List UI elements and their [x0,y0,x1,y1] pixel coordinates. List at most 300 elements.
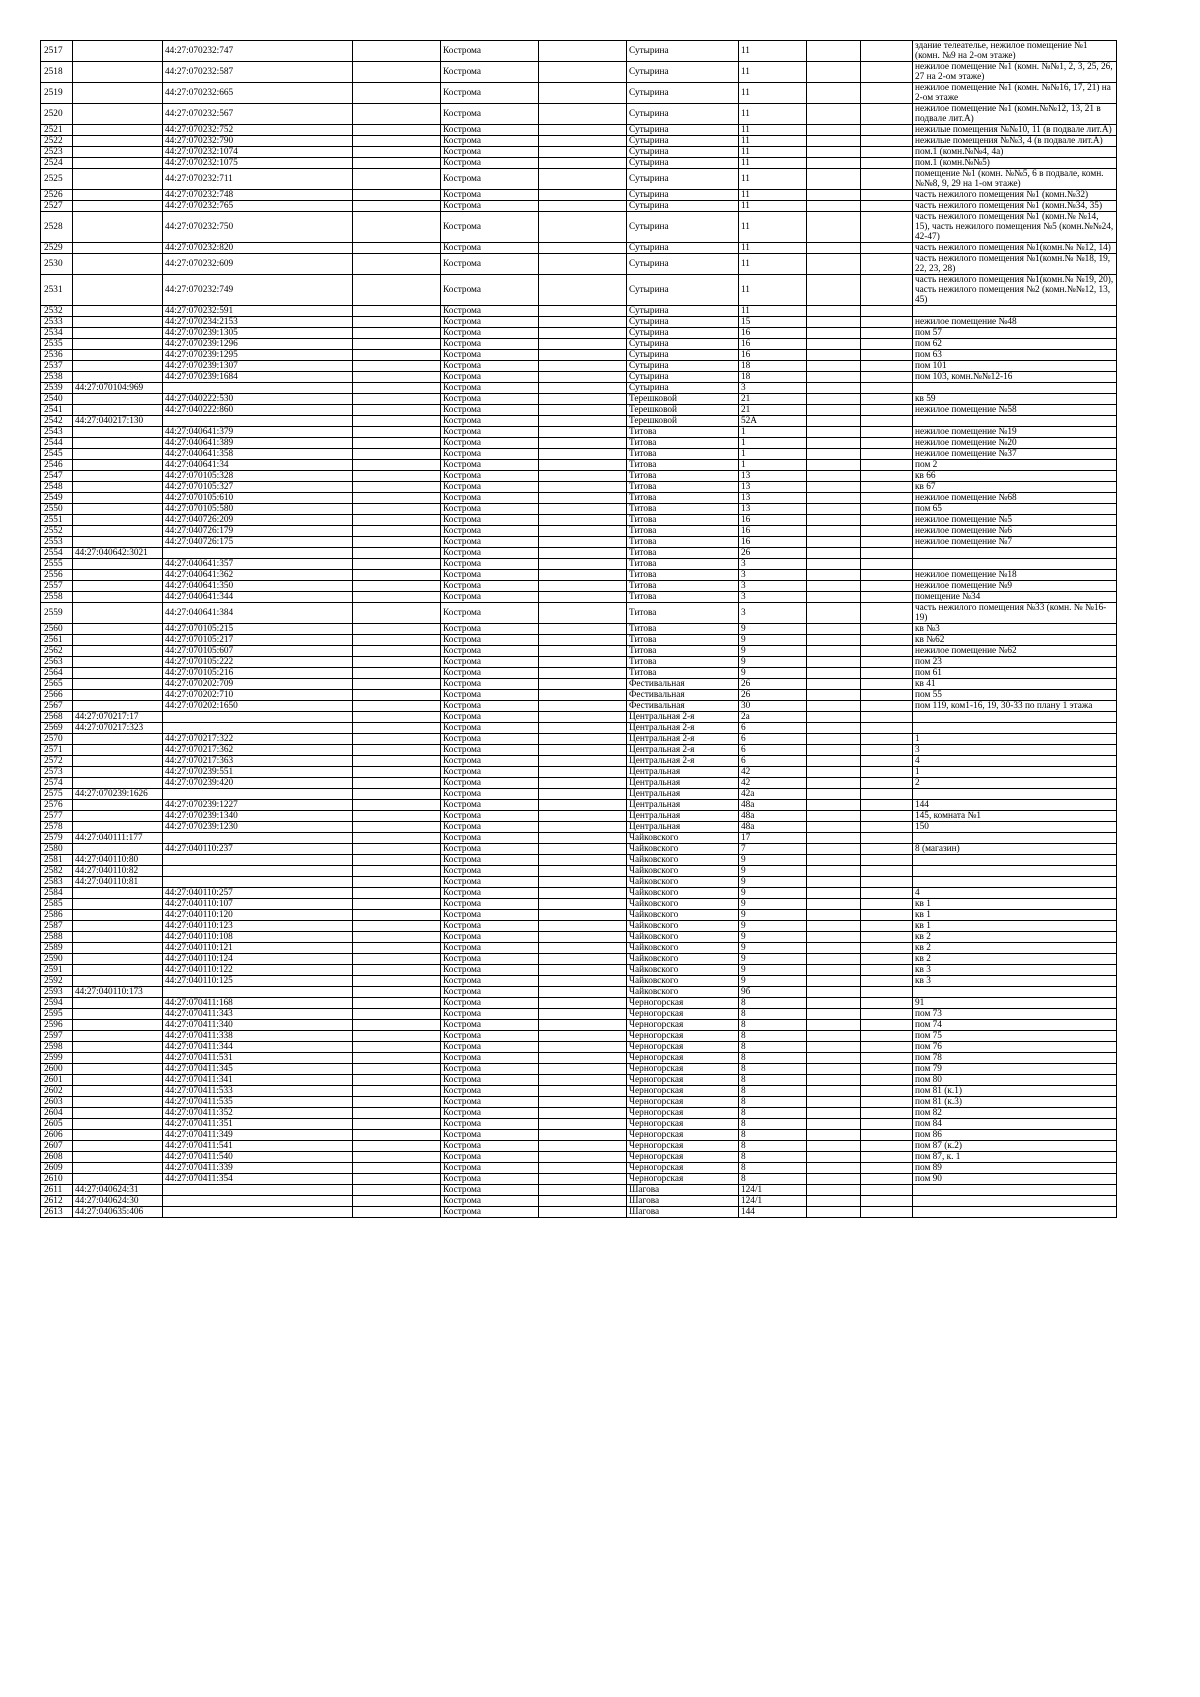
empty-cell [539,254,627,275]
city-cell: Кострома [441,1053,539,1064]
empty-cell [539,822,627,833]
land-cadastral-number-cell [73,243,163,254]
row-number-cell: 2540 [41,394,73,405]
empty-cell [539,998,627,1009]
land-cadastral-number-cell: 44:27:040110:81 [73,877,163,888]
premises-description-cell: кв 1 [913,921,1117,932]
street-cell: Титова [627,427,739,438]
empty-cell [539,921,627,932]
empty-cell [807,998,861,1009]
row-number-cell: 2578 [41,822,73,833]
premises-description-cell: пом 119, ком1-16, 19, 30-33 по плану 1 этажа [913,701,1117,712]
city-cell: Кострома [441,570,539,581]
street-cell: Чайковского [627,987,739,998]
land-cadastral-number-cell [73,581,163,592]
empty-cell [353,800,441,811]
city-cell: Кострома [441,350,539,361]
house-number-cell: 124/1 [739,1185,807,1196]
premises-description-cell: кв 41 [913,679,1117,690]
empty-cell [353,361,441,372]
empty-cell [807,62,861,83]
street-cell: Центральная 2-я [627,723,739,734]
street-cell: Чайковского [627,833,739,844]
empty-cell [353,1163,441,1174]
street-cell: Чайковского [627,899,739,910]
street-cell: Сутырина [627,201,739,212]
empty-cell [539,104,627,125]
house-number-cell: 52А [739,416,807,427]
row-number-cell: 2579 [41,833,73,844]
land-cadastral-number-cell [73,1031,163,1042]
table-row [41,515,1117,526]
empty-cell [807,767,861,778]
city-cell: Кострома [441,910,539,921]
city-cell: Кострома [441,734,539,745]
street-cell: Сутырина [627,372,739,383]
empty-cell [353,243,441,254]
premises-cadastral-number-cell [163,789,353,800]
house-number-cell: 8 [739,1031,807,1042]
premises-cadastral-number-cell: 44:27:070105:222 [163,657,353,668]
street-cell: Сутырина [627,125,739,136]
empty-cell [539,275,627,306]
empty-cell [353,1020,441,1031]
empty-cell [539,712,627,723]
row-number-cell: 2595 [41,1009,73,1020]
empty-cell [539,701,627,712]
premises-cadastral-number-cell: 44:27:070105:327 [163,482,353,493]
land-cadastral-number-cell [73,603,163,624]
empty-cell [861,1075,913,1086]
table-row [41,844,1117,855]
premises-description-cell: пом.1 (комн.№№5) [913,158,1117,169]
premises-cadastral-number-cell: 44:27:070105:217 [163,635,353,646]
table-row [41,361,1117,372]
empty-cell [807,104,861,125]
empty-cell [539,1097,627,1108]
empty-cell [861,394,913,405]
empty-cell [539,201,627,212]
table-row [41,1185,1117,1196]
street-cell: Центральная [627,811,739,822]
street-cell: Центральная [627,778,739,789]
house-number-cell: 8 [739,1130,807,1141]
premises-cadastral-number-cell: 44:27:070239:1684 [163,372,353,383]
land-cadastral-number-cell [73,756,163,767]
city-cell: Кострома [441,888,539,899]
row-number-cell: 2593 [41,987,73,998]
row-number-cell: 2586 [41,910,73,921]
street-cell: Черногорская [627,1031,739,1042]
city-cell: Кострома [441,416,539,427]
house-number-cell: 26 [739,690,807,701]
empty-cell [539,1196,627,1207]
empty-cell [353,778,441,789]
row-number-cell: 2588 [41,932,73,943]
premises-description-cell [913,987,1117,998]
street-cell: Титова [627,471,739,482]
house-number-cell: 9 [739,921,807,932]
table-row [41,405,1117,416]
row-number-cell: 2613 [41,1207,73,1218]
row-number-cell: 2539 [41,383,73,394]
empty-cell [807,1053,861,1064]
city-cell: Кострома [441,899,539,910]
premises-cadastral-number-cell: 44:27:070239:1340 [163,811,353,822]
empty-cell [807,690,861,701]
premises-description-cell: пом 81 (к.3) [913,1097,1117,1108]
table-row [41,712,1117,723]
land-cadastral-number-cell [73,679,163,690]
row-number-cell: 2544 [41,438,73,449]
table-row [41,201,1117,212]
empty-cell [807,822,861,833]
row-number-cell: 2609 [41,1163,73,1174]
row-number-cell: 2555 [41,559,73,570]
empty-cell [807,723,861,734]
empty-cell [807,306,861,317]
table-row [41,679,1117,690]
empty-cell [353,125,441,136]
land-cadastral-number-cell [73,745,163,756]
empty-cell [807,570,861,581]
street-cell: Черногорская [627,1020,739,1031]
row-number-cell: 2611 [41,1185,73,1196]
street-cell: Шагова [627,1196,739,1207]
empty-cell [539,734,627,745]
premises-cadastral-number-cell: 44:27:070232:609 [163,254,353,275]
land-cadastral-number-cell [73,1009,163,1020]
empty-cell [807,416,861,427]
empty-cell [539,416,627,427]
house-number-cell: 42 [739,778,807,789]
table-row [41,657,1117,668]
row-number-cell: 2597 [41,1031,73,1042]
land-cadastral-number-cell [73,690,163,701]
empty-cell [353,1075,441,1086]
table-row [41,822,1117,833]
table-row [41,537,1117,548]
empty-cell [353,581,441,592]
premises-cadastral-number-cell: 44:27:070411:344 [163,1042,353,1053]
street-cell: Титова [627,668,739,679]
empty-cell [539,212,627,243]
table-row [41,789,1117,800]
empty-cell [861,712,913,723]
house-number-cell: 11 [739,212,807,243]
empty-cell [353,526,441,537]
table-row [41,603,1117,624]
empty-cell [353,987,441,998]
house-number-cell: 3 [739,559,807,570]
empty-cell [353,394,441,405]
table-row [41,800,1117,811]
empty-cell [807,1108,861,1119]
house-number-cell: 11 [739,83,807,104]
land-cadastral-number-cell [73,767,163,778]
land-cadastral-number-cell [73,1152,163,1163]
empty-cell [353,954,441,965]
empty-cell [861,361,913,372]
empty-cell [539,767,627,778]
table-row [41,1053,1117,1064]
empty-cell [861,201,913,212]
premises-cadastral-number-cell: 44:27:040641:379 [163,427,353,438]
premises-cadastral-number-cell: 44:27:070105:215 [163,624,353,635]
city-cell: Кострома [441,427,539,438]
house-number-cell: 3 [739,581,807,592]
empty-cell [353,822,441,833]
house-number-cell: 13 [739,471,807,482]
city-cell: Кострома [441,317,539,328]
land-cadastral-number-cell [73,646,163,657]
empty-cell [807,504,861,515]
row-number-cell: 2526 [41,190,73,201]
empty-cell [807,712,861,723]
house-number-cell: 8 [739,1009,807,1020]
empty-cell [807,1097,861,1108]
premises-cadastral-number-cell: 44:27:070239:1295 [163,350,353,361]
land-cadastral-number-cell [73,1108,163,1119]
empty-cell [807,427,861,438]
empty-cell [539,1009,627,1020]
empty-cell [539,526,627,537]
table-row [41,1042,1117,1053]
city-cell: Кострома [441,254,539,275]
house-number-cell: 1 [739,449,807,460]
premises-cadastral-number-cell: 44:27:070105:216 [163,668,353,679]
street-cell: Сутырина [627,62,739,83]
empty-cell [861,789,913,800]
empty-cell [861,1141,913,1152]
empty-cell [539,877,627,888]
premises-description-cell: нежилые помещения №№10, 11 (в подвале лит.А) [913,125,1117,136]
premises-cadastral-number-cell [163,723,353,734]
row-number-cell: 2587 [41,921,73,932]
city-cell: Кострома [441,1097,539,1108]
empty-cell [353,734,441,745]
empty-cell [861,668,913,679]
premises-description-cell: пом 61 [913,668,1117,679]
empty-cell [861,275,913,306]
row-number-cell: 2521 [41,125,73,136]
empty-cell [807,41,861,62]
land-cadastral-number-cell: 44:27:070217:323 [73,723,163,734]
empty-cell [807,537,861,548]
empty-cell [353,888,441,899]
premises-description-cell: нежилое помещение №62 [913,646,1117,657]
premises-description-cell: пом 89 [913,1163,1117,1174]
land-cadastral-number-cell [73,438,163,449]
empty-cell [861,1053,913,1064]
land-cadastral-number-cell [73,932,163,943]
row-number-cell: 2598 [41,1042,73,1053]
empty-cell [807,526,861,537]
empty-cell [353,427,441,438]
table-row [41,877,1117,888]
empty-cell [353,482,441,493]
premises-cadastral-number-cell: 44:27:070232:711 [163,169,353,190]
street-cell: Черногорская [627,1064,739,1075]
city-cell: Кострома [441,158,539,169]
city-cell: Кострома [441,537,539,548]
empty-cell [539,41,627,62]
empty-cell [807,515,861,526]
premises-description-cell [913,416,1117,427]
street-cell: Титова [627,570,739,581]
street-cell: Черногорская [627,1053,739,1064]
land-cadastral-number-cell [73,635,163,646]
row-number-cell: 2553 [41,537,73,548]
premises-description-cell: нежилое помещение №48 [913,317,1117,328]
street-cell: Чайковского [627,866,739,877]
row-number-cell: 2574 [41,778,73,789]
empty-cell [539,965,627,976]
empty-cell [539,383,627,394]
street-cell: Черногорская [627,1108,739,1119]
land-cadastral-number-cell [73,493,163,504]
land-cadastral-number-cell: 44:27:040624:30 [73,1196,163,1207]
premises-description-cell: кв 66 [913,471,1117,482]
table-row [41,1152,1117,1163]
premises-description-cell: часть нежилого помещения №1 (комн.№32) [913,190,1117,201]
empty-cell [807,635,861,646]
row-number-cell: 2523 [41,147,73,158]
premises-cadastral-number-cell [163,833,353,844]
empty-cell [807,254,861,275]
house-number-cell: 9 [739,943,807,954]
empty-cell [807,1185,861,1196]
table-row [41,998,1117,1009]
premises-description-cell: часть нежилого помещения №1 (комн.№34, 35) [913,201,1117,212]
street-cell: Сутырина [627,243,739,254]
empty-cell [353,537,441,548]
premises-description-cell: часть нежилого помещения №33 (комн. № №16-19) [913,603,1117,624]
empty-cell [539,1031,627,1042]
premises-cadastral-number-cell: 44:27:070232:1074 [163,147,353,158]
land-cadastral-number-cell [73,1119,163,1130]
table-row [41,350,1117,361]
empty-cell [539,833,627,844]
premises-cadastral-number-cell: 44:27:040641:362 [163,570,353,581]
premises-cadastral-number-cell: 44:27:070232:790 [163,136,353,147]
house-number-cell: 7 [739,844,807,855]
empty-cell [861,932,913,943]
empty-cell [539,306,627,317]
land-cadastral-number-cell [73,559,163,570]
house-number-cell: 8 [739,1020,807,1031]
city-cell: Кострома [441,767,539,778]
row-number-cell: 2551 [41,515,73,526]
premises-cadastral-number-cell: 44:27:070411:540 [163,1152,353,1163]
empty-cell [353,921,441,932]
empty-cell [353,504,441,515]
house-number-cell: 6 [739,734,807,745]
table-row [41,136,1117,147]
premises-cadastral-number-cell: 44:27:070232:587 [163,62,353,83]
street-cell: Титова [627,449,739,460]
premises-description-cell: здание телеателье, нежилое помещение №1 (комн. №9 на 2-ом этаже) [913,41,1117,62]
street-cell: Шагова [627,1207,739,1218]
premises-description-cell: нежилые помещения №№3, 4 (в подвале лит.А) [913,136,1117,147]
empty-cell [861,833,913,844]
city-cell: Кострома [441,405,539,416]
empty-cell [807,372,861,383]
row-number-cell: 2596 [41,1020,73,1031]
empty-cell [807,1075,861,1086]
city-cell: Кострома [441,339,539,350]
premises-cadastral-number-cell: 44:27:040110:257 [163,888,353,899]
empty-cell [353,350,441,361]
city-cell: Кострома [441,1207,539,1218]
premises-description-cell [913,1185,1117,1196]
table-row [41,104,1117,125]
house-number-cell: 9 [739,954,807,965]
table-row [41,690,1117,701]
land-cadastral-number-cell [73,136,163,147]
row-number-cell: 2576 [41,800,73,811]
premises-cadastral-number-cell: 44:27:070411:531 [163,1053,353,1064]
premises-description-cell: пом 55 [913,690,1117,701]
street-cell: Терешковой [627,405,739,416]
premises-cadastral-number-cell: 44:27:070232:567 [163,104,353,125]
house-number-cell: 8 [739,1097,807,1108]
city-cell: Кострома [441,394,539,405]
premises-cadastral-number-cell: 44:27:040110:107 [163,899,353,910]
empty-cell [807,136,861,147]
land-cadastral-number-cell [73,317,163,328]
city-cell: Кострома [441,526,539,537]
empty-cell [539,690,627,701]
empty-cell [861,877,913,888]
empty-cell [807,1130,861,1141]
empty-cell [807,449,861,460]
premises-description-cell: часть нежилого помещения №1(комн.№ №12, 14) [913,243,1117,254]
row-number-cell: 2522 [41,136,73,147]
premises-description-cell: пом.1 (комн.№№4, 4а) [913,147,1117,158]
empty-cell [539,592,627,603]
land-cadastral-number-cell [73,965,163,976]
land-cadastral-number-cell [73,339,163,350]
city-cell: Кострома [441,83,539,104]
land-cadastral-number-cell [73,125,163,136]
premises-description-cell: кв 3 [913,965,1117,976]
empty-cell [353,328,441,339]
row-number-cell: 2536 [41,350,73,361]
table-row [41,756,1117,767]
premises-cadastral-number-cell: 44:27:070239:1230 [163,822,353,833]
house-number-cell: 16 [739,537,807,548]
premises-description-cell: часть нежилого помещения №1(комн.№ №18, 19, 22, 23, 28) [913,254,1117,275]
house-number-cell: 11 [739,306,807,317]
empty-cell [353,723,441,734]
house-number-cell: 11 [739,254,807,275]
premises-cadastral-number-cell: 44:27:070411:541 [163,1141,353,1152]
city-cell: Кострома [441,1042,539,1053]
house-number-cell: 144 [739,1207,807,1218]
house-number-cell: 9 [739,657,807,668]
empty-cell [539,932,627,943]
city-cell: Кострома [441,998,539,1009]
house-number-cell: 30 [739,701,807,712]
street-cell: Титова [627,548,739,559]
row-number-cell: 2565 [41,679,73,690]
land-cadastral-number-cell [73,701,163,712]
house-number-cell: 6 [739,756,807,767]
house-number-cell: 8 [739,1141,807,1152]
empty-cell [539,372,627,383]
empty-cell [807,976,861,987]
